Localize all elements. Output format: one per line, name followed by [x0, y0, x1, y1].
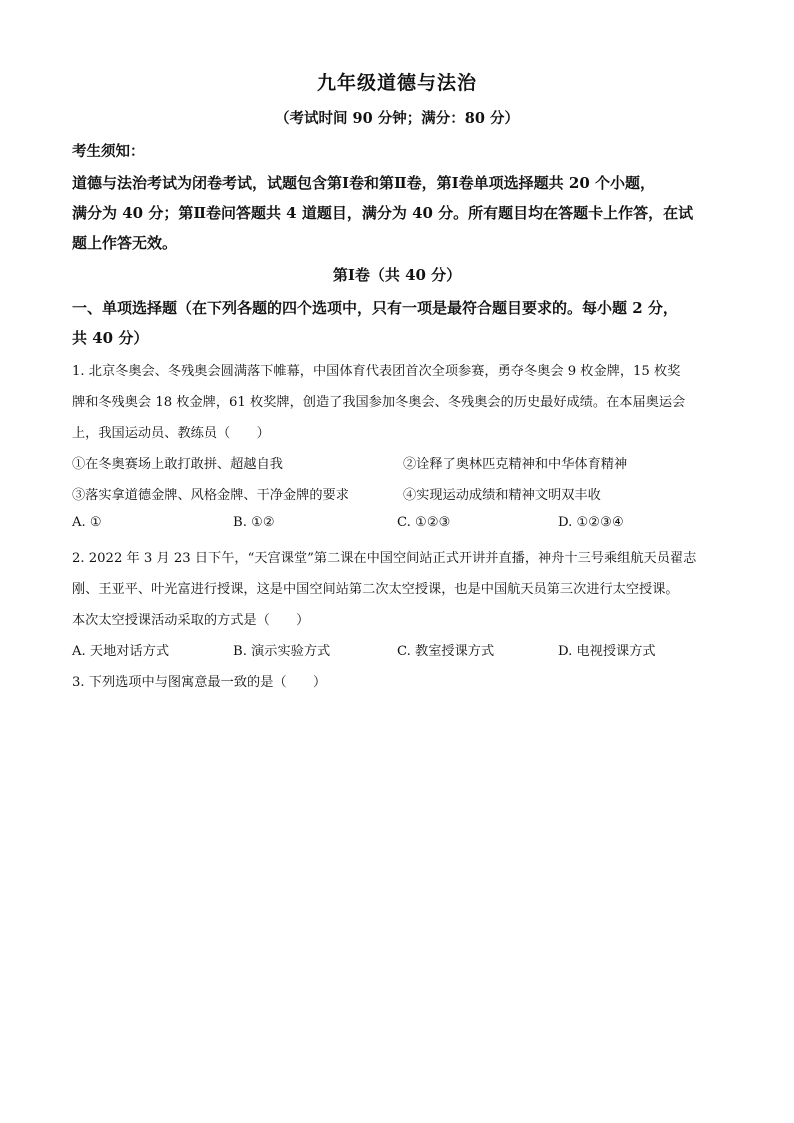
- question-1-option-b: B. ①②: [233, 515, 275, 530]
- question-2-stem: 刚、王亚平、叶光富进行授课，这是中国空间站第二次太空授课，也是中国航天员第三次进行太空授课。: [72, 582, 679, 597]
- question-1-option-c: C. ①②③: [397, 515, 451, 530]
- question-2-option-c: C. 教室授课方式: [397, 644, 495, 659]
- question-2-option-b: B. 演示实验方式: [233, 644, 331, 659]
- notice-line: 道德与法治考试为闭卷考试，试题包含第Ⅰ卷和第Ⅱ卷，第Ⅰ卷单项选择题共 20 个小题，: [72, 174, 655, 192]
- question-1-option-a: A. ①: [72, 515, 102, 530]
- question-1-stem: 1. 北京冬奥会、冬残奥会圆满落下帷幕，中国体育代表团首次全项参赛，勇夺冬奥会 9 枚金牌，15 枚奖: [72, 364, 681, 379]
- part-one-heading: 第Ⅰ卷（共 40 分）: [332, 266, 462, 284]
- section-heading: 一、单项选择题（在下列各题的四个选项中，只有一项是最符合题目要求的。每小题 2 分，: [72, 299, 678, 317]
- notice-line: 满分为 40 分；第Ⅱ卷问答题共 4 道题目，满分为 40 分。所有题目均在答题卡上作答，在试: [72, 204, 694, 222]
- question-3-stem: 3. 下列选项中与图寓意最一致的是（ ）: [72, 675, 327, 690]
- question-2-stem: 2. 2022 年 3 月 23 日下午，“天宫课堂”第二课在中国空间站正式开讲并直播，神舟十三号乘组航天员翟志: [72, 551, 697, 566]
- exam-subtitle: （考试时间 90 分钟；满分：80 分）: [275, 110, 519, 127]
- notice-line: 题上作答无效。: [72, 234, 178, 252]
- question-1-statement: ③落实拿道德金牌、风格金牌、干净金牌的要求: [72, 488, 349, 503]
- notice-heading: 考生须知：: [72, 143, 145, 160]
- question-1-statement: ④实现运动成绩和精神文明双丰收: [403, 488, 601, 503]
- question-2-stem: 本次太空授课活动采取的方式是（ ）: [72, 613, 310, 628]
- question-1-stem: 牌和冬残奥会 18 枚金牌，61 枚奖牌，创造了我国参加冬奥会、冬残奥会的历史最好成绩。在本届奥运会: [72, 395, 686, 410]
- question-2-option-a: A. 天地对话方式: [72, 644, 170, 659]
- question-1-stem: 上，我国运动员、教练员（ ）: [72, 426, 270, 441]
- question-2-option-d: D. 电视授课方式: [558, 644, 656, 659]
- question-1-option-d: D. ①②③④: [558, 515, 624, 530]
- question-1-statement: ②诠释了奥林匹克精神和中华体育精神: [403, 457, 628, 472]
- question-1-statement: ①在冬奥赛场上敢打敢拼、超越自我: [72, 457, 283, 472]
- section-heading: 共 40 分）: [72, 329, 149, 347]
- exam-title: 九年级道德与法治: [316, 72, 477, 94]
